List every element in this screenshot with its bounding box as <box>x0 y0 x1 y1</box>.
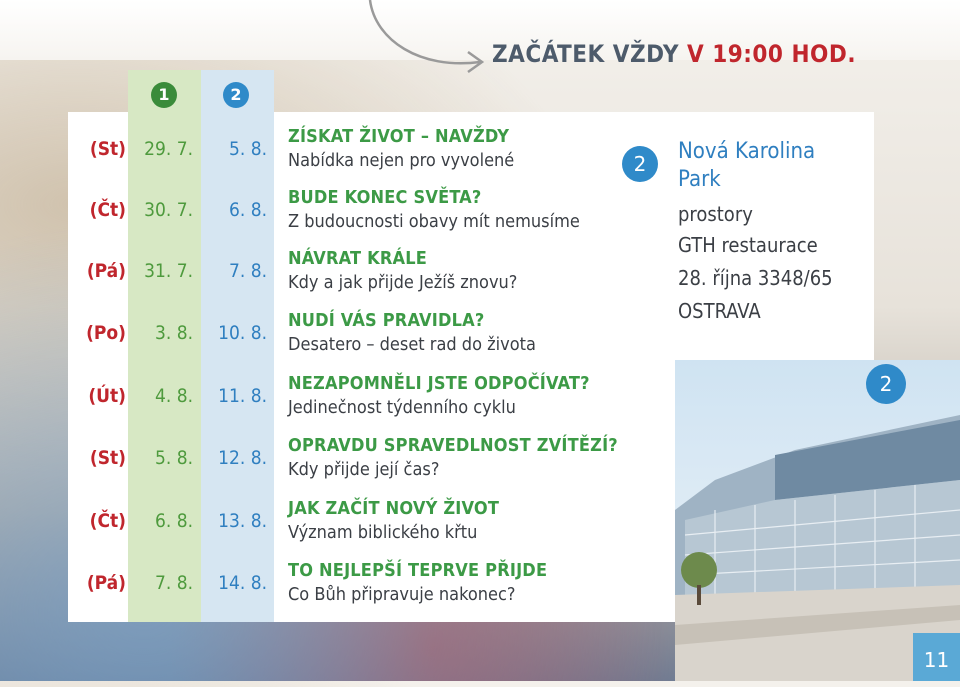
photo-number-badge: 2 <box>866 364 906 404</box>
lecture-subtitle: Jedinečnost týdenního cyklu <box>288 397 516 418</box>
lecture-subtitle: Co Bůh připravuje nakonec? <box>288 584 516 605</box>
day-of-week: (Čt) <box>89 199 126 221</box>
lecture-title: OPRAVDU SPRAVEDLNOST ZVÍTĚZÍ? <box>288 435 618 456</box>
lecture-subtitle: Nabídka nejen pro vyvolené <box>288 150 515 171</box>
venue2-date: 12. 8. <box>218 447 267 469</box>
venue-line-1: prostory <box>678 202 753 226</box>
lecture-title: JAK ZAČÍT NOVÝ ŽIVOT <box>288 498 500 519</box>
lecture-title: BUDE KONEC SVĚTA? <box>288 187 482 208</box>
lecture-title: TO NEJLEPŠÍ TEPRVE PŘIJDE <box>288 560 548 581</box>
day-of-week: (Pá) <box>86 260 126 282</box>
venue2-date: 14. 8. <box>218 572 267 594</box>
venue-name: Nová Karolina Park <box>678 139 816 192</box>
venue-address: 28. října 3348/65 <box>678 266 833 290</box>
day-of-week: (St) <box>89 447 126 469</box>
venue2-number-badge: 2 <box>223 82 249 108</box>
lecture-title: NUDÍ VÁS PRAVIDLA? <box>288 310 485 331</box>
venue1-date: 7. 8. <box>154 572 193 594</box>
venue2-date: 6. 8. <box>228 199 267 221</box>
lecture-subtitle: Význam biblického křtu <box>288 522 478 543</box>
venue2-date: 7. 8. <box>228 260 267 282</box>
start-prefix: ZAČÁTEK VŽDY <box>492 40 679 68</box>
start-time-note <box>492 40 857 68</box>
day-of-week: (Pá) <box>86 572 126 594</box>
schedule-row <box>0 560 640 632</box>
lecture-title: ZÍSKAT ŽIVOT – NAVŽDY <box>288 126 510 147</box>
lecture-subtitle: Desatero – deset rad do života <box>288 334 536 355</box>
venue1-date: 29. 7. <box>144 138 193 160</box>
venue2-date: 13. 8. <box>218 510 267 532</box>
venue1-date: 31. 7. <box>144 260 193 282</box>
lecture-subtitle: Z budoucnosti obavy mít nemusíme <box>288 211 580 232</box>
day-of-week: (Čt) <box>89 510 126 532</box>
lecture-title: NÁVRAT KRÁLE <box>288 248 428 269</box>
venue1-date: 5. 8. <box>154 447 193 469</box>
venue-city: OSTRAVA <box>678 299 761 323</box>
venue1-date: 4. 8. <box>154 385 193 407</box>
page-number: 11 <box>913 633 960 681</box>
venue1-number-badge: 1 <box>151 82 177 108</box>
day-of-week: (Út) <box>88 385 126 407</box>
day-of-week: (St) <box>89 138 126 160</box>
venue1-date: 6. 8. <box>154 510 193 532</box>
lecture-subtitle: Kdy přijde její čas? <box>288 459 440 480</box>
day-of-week: (Po) <box>86 322 126 344</box>
lecture-title: NEZAPOMNĚLI JSTE ODPOČÍVAT? <box>288 373 590 394</box>
venue2-date: 5. 8. <box>228 138 267 160</box>
venue2-date: 10. 8. <box>218 322 267 344</box>
venue1-date: 30. 7. <box>144 199 193 221</box>
venue-line-2: GTH restaurace <box>678 233 818 257</box>
curved-arrow-icon <box>350 0 510 90</box>
start-time: V 19:00 HOD. <box>687 40 857 68</box>
venue1-date: 3. 8. <box>154 322 193 344</box>
venue2-date: 11. 8. <box>218 385 267 407</box>
venue-number-badge: 2 <box>622 146 658 182</box>
lecture-subtitle: Kdy a jak přijde Ježíš znovu? <box>288 272 518 293</box>
